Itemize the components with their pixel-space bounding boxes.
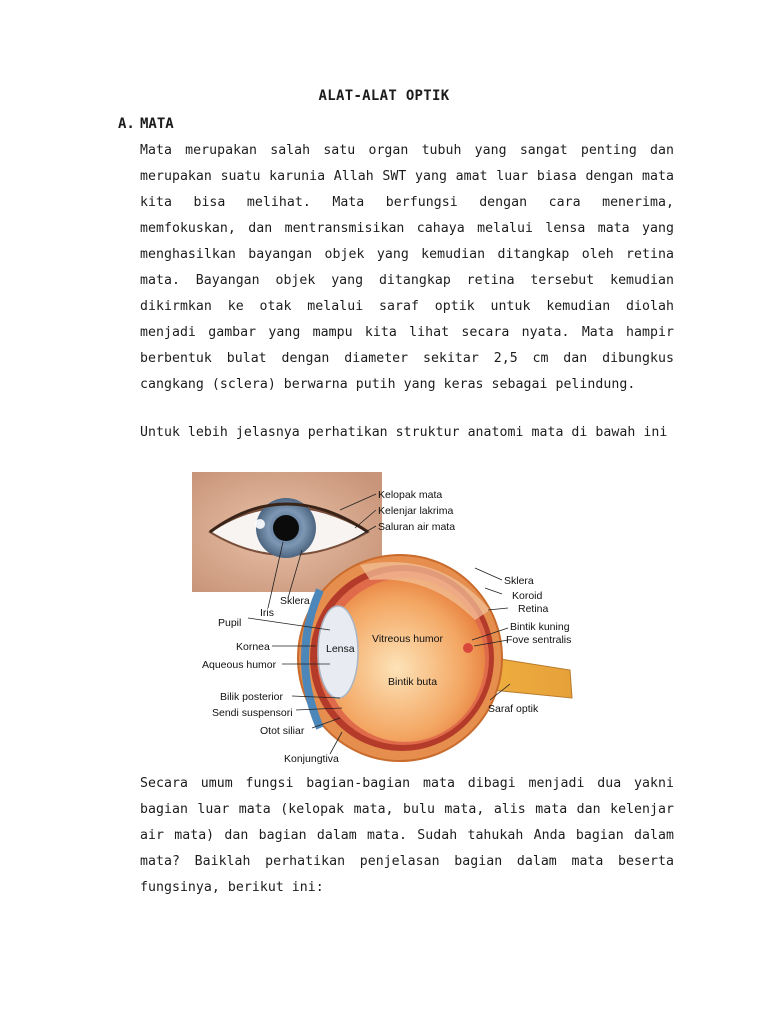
label-bilik-posterior: Bilik posterior bbox=[220, 691, 284, 703]
label-pupil: Pupil bbox=[218, 617, 242, 629]
eye-anatomy-illustration bbox=[190, 470, 586, 770]
label-retina: Retina bbox=[518, 603, 549, 615]
page-title: ALAT-ALAT OPTIK bbox=[318, 88, 450, 104]
label-konjungtiva: Konjungtiva bbox=[284, 753, 339, 765]
eye-anatomy-figure bbox=[190, 470, 586, 770]
section-heading bbox=[118, 116, 174, 132]
label-otot-siliar: Otot siliar bbox=[260, 725, 305, 737]
label-saraf-optik: Saraf optik bbox=[488, 703, 539, 715]
label-sklera-right: Sklera bbox=[504, 575, 534, 587]
label-sendi-suspensori: Sendi suspensori bbox=[212, 707, 293, 719]
section-title: MATA bbox=[140, 116, 174, 132]
function-paragraph: Secara umum fungsi bagian-bagian mata dibagi menjadi dua yakni bagian luar mata (kelopak mata, bulu mata, alis mata dan kelenjar air mata) dan bagian dalam mata. Sudah tahukah Anda bagian dalam mata? Baiklah perhatikan penjelasan bagian dalam mata beserta fungsinya, berikut ini: bbox=[140, 776, 674, 895]
label-koroid: Koroid bbox=[512, 590, 543, 602]
label-lensa: Lensa bbox=[326, 643, 355, 655]
label-bintik-buta: Bintik buta bbox=[388, 676, 438, 688]
label-kelopak-mata: Kelopak mata bbox=[378, 489, 443, 501]
label-aqueous-humor: Aqueous humor bbox=[202, 659, 277, 671]
label-kelenjar-lakrima: Kelenjar lakrima bbox=[378, 505, 454, 517]
label-vitreous-humor: Vitreous humor bbox=[372, 633, 444, 645]
label-fove-sentralis: Fove sentralis bbox=[506, 634, 572, 646]
label-sklera-left: Sklera bbox=[280, 595, 310, 607]
section-number: A. bbox=[118, 116, 135, 132]
intro-paragraph: Mata merupakan salah satu organ tubuh yang sangat penting dan merupakan suatu karunia Allah SWT yang amat luar biasa dengan mata kita bisa melihat. Mata berfungsi dengan cara menerima, memfokuskan, dan mentransmisikan cahaya melalui lensa mata yang menghasilkan bayangan objek yang kemudian ditangkap oleh retina mata. Bayangan objek yang ditangkap retina tersebut kemudian dikirmkan ke otak melalui saraf optik untuk kemudian diolah menjadi gambar yang mampu kita lihat secara nyata. Mata hampir berbentuk bulat dengan diameter sekitar 2,5 cm dan dibungkus cangkang (sclera) berwarna putih yang keras sebagai pelindung. bbox=[140, 143, 674, 392]
label-bintik-kuning: Bintik kuning bbox=[510, 621, 570, 633]
label-kornea: Kornea bbox=[236, 641, 270, 653]
figure-intro-paragraph: Untuk lebih jelasnya perhatikan struktur anatomi mata di bawah ini bbox=[140, 425, 668, 440]
label-iris: Iris bbox=[260, 607, 274, 619]
label-saluran-air-mata: Saluran air mata bbox=[378, 521, 456, 533]
